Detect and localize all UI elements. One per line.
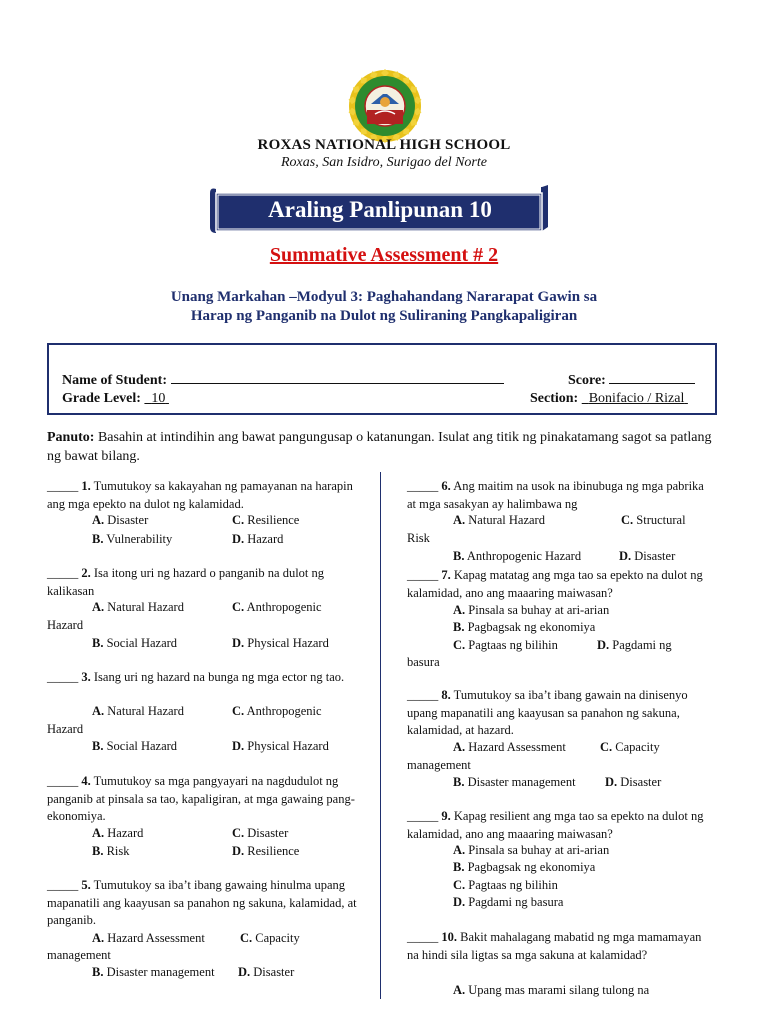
q9-option-a: A. Pinsala sa buhay at ari-arian <box>453 843 610 857</box>
answer-blank[interactable]: _____ <box>407 930 439 944</box>
q9-option-b: B. Pagbagsak ng ekonomiya <box>453 860 596 874</box>
answer-blank[interactable]: _____ <box>407 809 439 823</box>
q3-option-c-cont: Hazard <box>47 722 84 736</box>
q5-option-c-cont: management <box>47 948 111 962</box>
instructions-label: Panuto: <box>47 430 95 445</box>
answer-blank[interactable]: _____ <box>407 479 439 493</box>
question-6: _____ 6. Ang maitim na usok na ibinubuga ng mga pabrika at mga sasakyan ay halimbawa ng <box>407 479 704 511</box>
name-of-student <box>62 371 504 389</box>
q3-option-a: A. Natural Hazard <box>92 704 184 718</box>
q2-option-c: C. Anthropogenic <box>232 600 322 614</box>
answer-blank[interactable]: _____ <box>47 774 79 788</box>
section <box>530 391 688 407</box>
score-field[interactable] <box>609 371 695 384</box>
q2-option-c-cont: Hazard <box>47 618 84 632</box>
q8-option-c-cont: management <box>407 758 471 772</box>
q4-option-b: B. Risk <box>92 844 130 858</box>
answer-blank[interactable]: _____ <box>47 878 79 892</box>
q1-option-b: B. Vulnerability <box>92 532 173 546</box>
question-7: _____ 7. Kapag matatag ang mga tao sa epekto na dulot ng kalamidad, ano ang maaaring maiwasan? <box>407 568 703 600</box>
q7-option-d-cont: basura <box>407 655 440 669</box>
score-label: Score: <box>568 373 606 388</box>
q10-option-a: A. Upang mas marami silang tulong na <box>453 983 650 997</box>
module-title-line2: Harap ng Panganib na Dulot ng Suliraning Pangkapaligiran <box>190 308 578 324</box>
question-9: _____ 9. Kapag resilient ang mga tao sa epekto na dulot ng kalamidad, ano ang maaaring maiwasan? <box>407 809 704 841</box>
question-1: _____ 1. Tumutukoy sa kakayahan ng pamayanan na harapin ang mga epekto na dulot ng kalamidad. <box>47 479 353 511</box>
q1-option-a: A. Disaster <box>92 513 149 527</box>
q7-option-c: C. Pagtaas ng bilihin <box>453 638 558 652</box>
q5-option-b: B. Disaster management <box>92 965 215 979</box>
answer-blank[interactable]: _____ <box>407 688 439 702</box>
q2-option-b: B. Social Hazard <box>92 636 178 650</box>
section-value: Bonifacio / Rizal <box>588 391 685 406</box>
assessment-title: Summative Assessment # 2 <box>269 244 499 266</box>
column-divider <box>380 472 381 999</box>
q5-option-d: D. Disaster <box>238 965 295 979</box>
section-label: Section: <box>530 391 579 406</box>
q6-option-b: B. Anthropogenic Hazard <box>453 549 582 563</box>
question-5: _____ 5. Tumutukoy sa iba’t ibang gawaing hinulma upang mapanatili ang kaayusan sa panahon ng sakuna, kalamidad, at panganib. <box>47 878 357 927</box>
q3-option-d: D. Physical Hazard <box>232 739 329 753</box>
school-name: ROXAS NATIONAL HIGH SCHOOL <box>257 137 511 153</box>
q7-option-d: D. Pagdami ng <box>597 638 672 652</box>
q6-option-c: C. Structural <box>621 513 686 527</box>
q8-option-c: C. Capacity <box>600 740 660 754</box>
question-8: _____ 8. Tumutukoy sa iba’t ibang gawain na dinisenyo upang mapanatili ang kaayusan sa panahon ng sakuna, kalamidad, at hazard. <box>407 688 688 737</box>
q6-option-c-cont: Risk <box>407 531 430 545</box>
instructions <box>47 428 727 466</box>
answer-blank[interactable]: _____ <box>47 566 79 580</box>
answer-blank[interactable]: _____ <box>47 479 79 493</box>
school-address: Roxas, San Isidro, Surigao del Norte <box>281 155 487 170</box>
q1-option-d: D. Hazard <box>232 532 284 546</box>
answer-blank[interactable]: _____ <box>47 670 79 684</box>
grade-label: Grade Level: <box>62 391 141 406</box>
q1-option-c: C. Resilience <box>232 513 300 527</box>
q5-option-a: A. Hazard Assessment <box>92 931 205 945</box>
question-2: _____ 2. Isa itong uri ng hazard o panganib na dulot ng kalikasan <box>47 566 325 598</box>
q7-option-a: A. Pinsala sa buhay at ari-arian <box>453 603 610 617</box>
question-4: _____ 4. Tumutukoy sa mga pangyayari na nagdudulot ng panganib at pinsala sa tao, kapaligiran, at mga gawaing pang-ekonomiya. <box>47 774 355 823</box>
school-seal-logo <box>347 68 423 144</box>
question-3: _____ 3. Isang uri ng hazard na bunga ng mga ector ng tao. <box>47 670 345 684</box>
subject-title: Araling Panlipunan 10 <box>268 197 492 222</box>
q7-option-b: B. Pagbagsak ng ekonomiya <box>453 620 596 634</box>
q5-option-c: C. Capacity <box>240 931 300 945</box>
q8-option-b: B. Disaster management <box>453 775 576 789</box>
name-label: Name of Student: <box>62 373 167 388</box>
q8-option-a: A. Hazard Assessment <box>453 740 566 754</box>
score <box>568 371 695 389</box>
q6-option-d: D. Disaster <box>619 549 676 563</box>
instructions-text: Basahin at intindihin ang bawat pangungusap o katanungan. Isulat ang titik ng pinakatamang sagot sa patlang ng bawat bilang. <box>47 430 712 464</box>
module-title-line1: Unang Markahan –Modyul 3: Paghahandang Nararapat Gawin sa <box>170 289 598 305</box>
q2-option-d: D. Physical Hazard <box>232 636 329 650</box>
q4-option-d: D. Resilience <box>232 844 300 858</box>
q4-option-c: C. Disaster <box>232 826 289 840</box>
q9-option-c: C. Pagtaas ng bilihin <box>453 878 558 892</box>
answer-blank[interactable]: _____ <box>407 568 439 582</box>
grade-level <box>62 391 169 407</box>
question-10: _____ 10. Bakit mahalagang mabatid ng mga mamamayan na hindi sila ligtas sa mga sakuna at kalamidad? <box>407 930 702 962</box>
q8-option-d: D. Disaster <box>605 775 662 789</box>
q4-option-a: A. Hazard <box>92 826 144 840</box>
name-field[interactable] <box>171 371 504 384</box>
q6-option-a: A. Natural Hazard <box>453 513 545 527</box>
q3-option-b: B. Social Hazard <box>92 739 178 753</box>
q9-option-d: D. Pagdami ng basura <box>453 895 564 909</box>
q2-option-a: A. Natural Hazard <box>92 600 184 614</box>
q3-option-c: C. Anthropogenic <box>232 704 322 718</box>
grade-value: 10 <box>151 391 166 406</box>
